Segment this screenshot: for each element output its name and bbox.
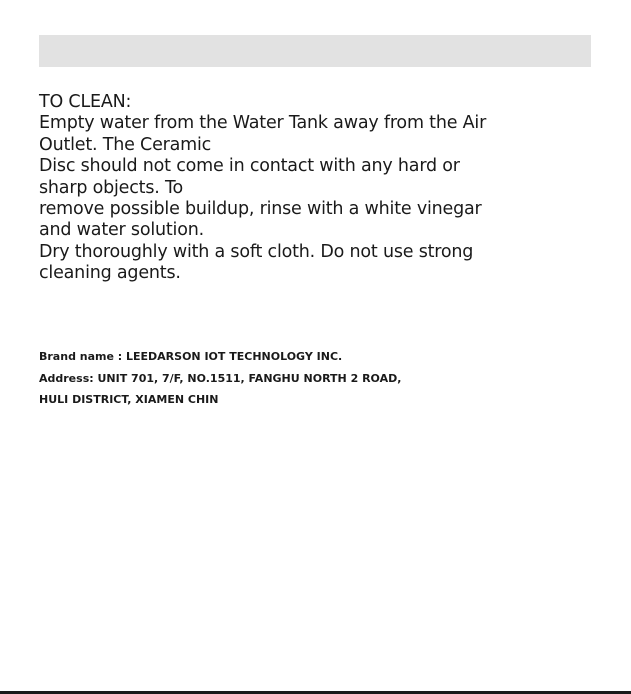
manufacturer-info (39, 346, 559, 411)
cleaning-text-line: and water solution. (39, 220, 204, 241)
cleaning-text-line: Disc should not come in contact with any hard or (39, 156, 460, 177)
header-bar (39, 35, 591, 67)
cleaning-text-line: Outlet. The Ceramic (39, 134, 212, 155)
cleaning-heading: TO CLEAN: (39, 92, 132, 112)
cleaning-text-line: cleaning agents. (39, 263, 181, 284)
cleaning-text-line: remove possible buildup, rinse with a white vinegar (39, 199, 482, 220)
cleaning-text-line: Empty water from the Water Tank away from the Air (39, 113, 487, 134)
address-line-2: HULI DISTRICT, XIAMEN CHIN (39, 393, 219, 406)
cleaning-instructions (39, 92, 599, 285)
address-line-1: Address: UNIT 701, 7/F, NO.1511, FANGHU NORTH 2 ROAD, (39, 371, 402, 385)
cleaning-text-line: Dry thoroughly with a soft cloth. Do not use strong (39, 241, 474, 262)
brand-name: Brand name : LEEDARSON IOT TECHNOLOGY INC. (39, 350, 343, 363)
cleaning-text-line: sharp objects. To (39, 177, 183, 198)
